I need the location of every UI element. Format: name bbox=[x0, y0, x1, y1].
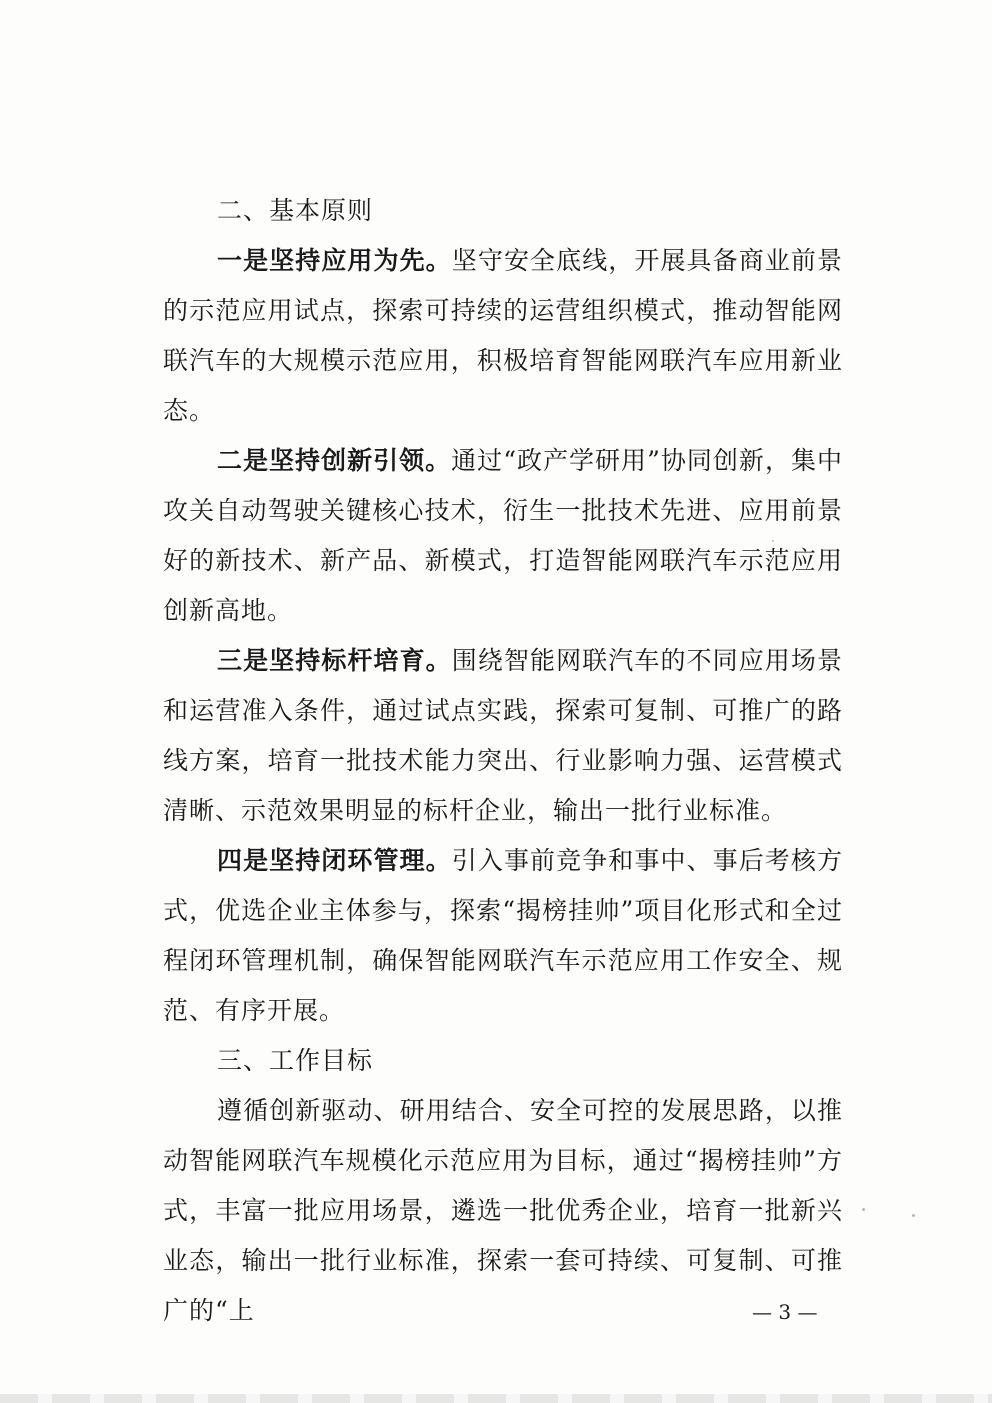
scan-bottom-edge bbox=[0, 1394, 992, 1403]
principle-paragraph-2 bbox=[163, 436, 843, 636]
scan-speck bbox=[912, 1214, 915, 1217]
principle-lead-4: 四是坚持闭环管理。 bbox=[217, 846, 452, 875]
page-number: — 3 — bbox=[752, 1300, 818, 1324]
principle-paragraph-1 bbox=[163, 236, 843, 436]
section-heading-work-goals: 三、工作目标 bbox=[217, 1046, 374, 1075]
principle-lead-3: 三是坚持标杆培育。 bbox=[217, 646, 452, 675]
principle-lead-2: 二是坚持创新引领。 bbox=[217, 446, 452, 475]
goals-text-1: 遵循创新驱动、研用结合、安全可控的发展思路，以推动智能网联汽车规模化示范应用为目标，通过“揭榜挂帅”方式，丰富一批应用场景，遴选一批优秀企业，培育一批新兴业态，输出一批行业标准，探索一套可持续、可复制、可推广的“上 bbox=[163, 1096, 843, 1325]
principle-paragraph-4 bbox=[163, 836, 843, 1036]
document-body bbox=[163, 186, 843, 1336]
principle-text-1: 坚守安全底线，开展具备商业前景的示范应用试点，探索可持续的运营组织模式，推动智能网联汽车的大规模示范应用，积极培育智能网联汽车应用新业态。 bbox=[163, 246, 843, 425]
principle-lead-1: 一是坚持应用为先。 bbox=[217, 246, 452, 275]
principle-paragraph-3 bbox=[163, 636, 843, 836]
goals-paragraph-1 bbox=[163, 1086, 843, 1336]
principle-text-3: 围绕智能网联汽车的不同应用场景和运营准入条件，通过试点实践，探索可复制、可推广的路线方案，培育一批技术能力突出、行业影响力强、运营模式清晰、示范效果明显的标杆企业，输出一批行业标准。 bbox=[163, 646, 843, 825]
scan-speck bbox=[862, 1208, 865, 1211]
principle-text-2: 通过“政产学研用”协同创新，集中攻关自动驾驶关键核心技术，衍生一批技术先进、应用前景好的新技术、新产品、新模式，打造智能网联汽车示范应用创新高地。 bbox=[163, 446, 843, 625]
scan-speck bbox=[772, 540, 774, 542]
section-heading-basic-principles: 二、基本原则 bbox=[217, 196, 374, 225]
principle-text-4: 引入事前竞争和事中、事后考核方式，优选企业主体参与，探索“揭榜挂帅”项目化形式和全过程闭环管理机制，确保智能网联汽车示范应用工作安全、规范、有序开展。 bbox=[163, 846, 843, 1025]
